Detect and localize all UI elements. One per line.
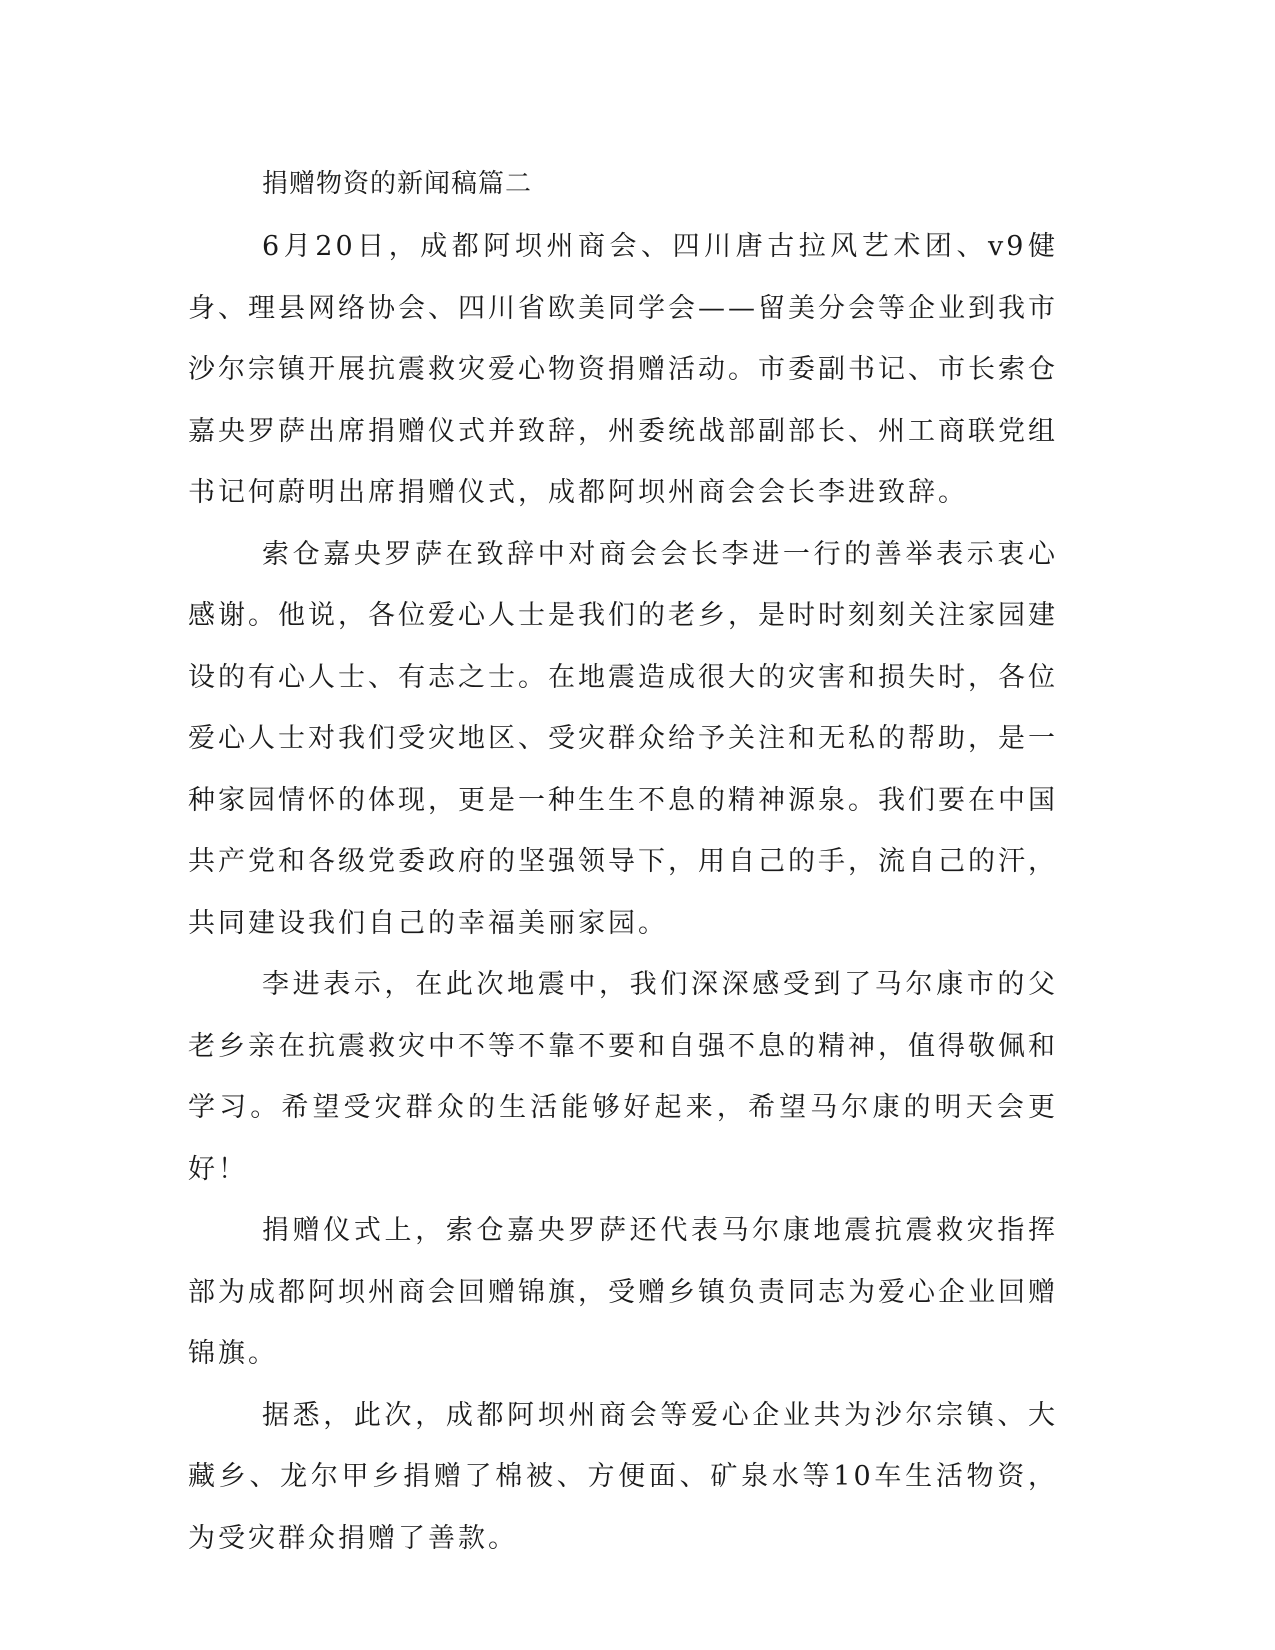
- paragraph-donation-summary: 据悉，此次，成都阿坝州商会等爱心企业共为沙尔宗镇、大藏乡、龙尔甲乡捐赠了棉被、方便面、矿泉水等10车生活物资，为受灾群众捐赠了善款。: [188, 1399, 1058, 1554]
- paragraph-lijin-speech: 李进表示，在此次地震中，我们深深感受到了马尔康市的父老乡亲在抗震救灾中不等不靠不要和自强不息的精神，值得敬佩和学习。希望受灾群众的生活能够好起来，希望马尔康的明天会更好！: [188, 969, 1058, 1185]
- paragraph-banner-exchange: 捐赠仪式上，索仓嘉央罗萨还代表马尔康地震抗震救灾指挥部为成都阿坝州商会回赠锦旗，受赠乡镇负责同志为爱心企业回赠锦旗。: [188, 1215, 1058, 1369]
- document-title: 捐赠物资的新闻稿篇二: [262, 169, 533, 199]
- paragraph-event-intro: 6月20日，成都阿坝州商会、四川唐古拉风艺术团、v9健身、理县网络协会、四川省欧美同学会——留美分会等企业到我市沙尔宗镇开展抗震救灾爱心物资捐赠活动。市委副书记、市长索仓嘉央罗萨出席捐赠仪式并致辞，州委统战部副部长、州工商联党组书记何蔚明出席捐赠仪式，成都阿坝州商会会长李进致辞。: [188, 231, 1058, 508]
- paragraph-mayor-speech: 索仓嘉央罗萨在致辞中对商会会长李进一行的善举表示衷心感谢。他说，各位爱心人士是我们的老乡，是时时刻刻关注家园建设的有心人士、有志之士。在地震造成很大的灾害和损失时，各位爱心人士对我们受灾地区、受灾群众给予关注和无私的帮助，是一种家园情怀的体现，更是一种生生不息的精神源泉。我们要在中国共产党和各级党委政府的坚强领导下，用自己的手，流自己的汗，共同建设我们自己的幸福美丽家园。: [188, 538, 1058, 939]
- document-body: [188, 162, 1058, 1569]
